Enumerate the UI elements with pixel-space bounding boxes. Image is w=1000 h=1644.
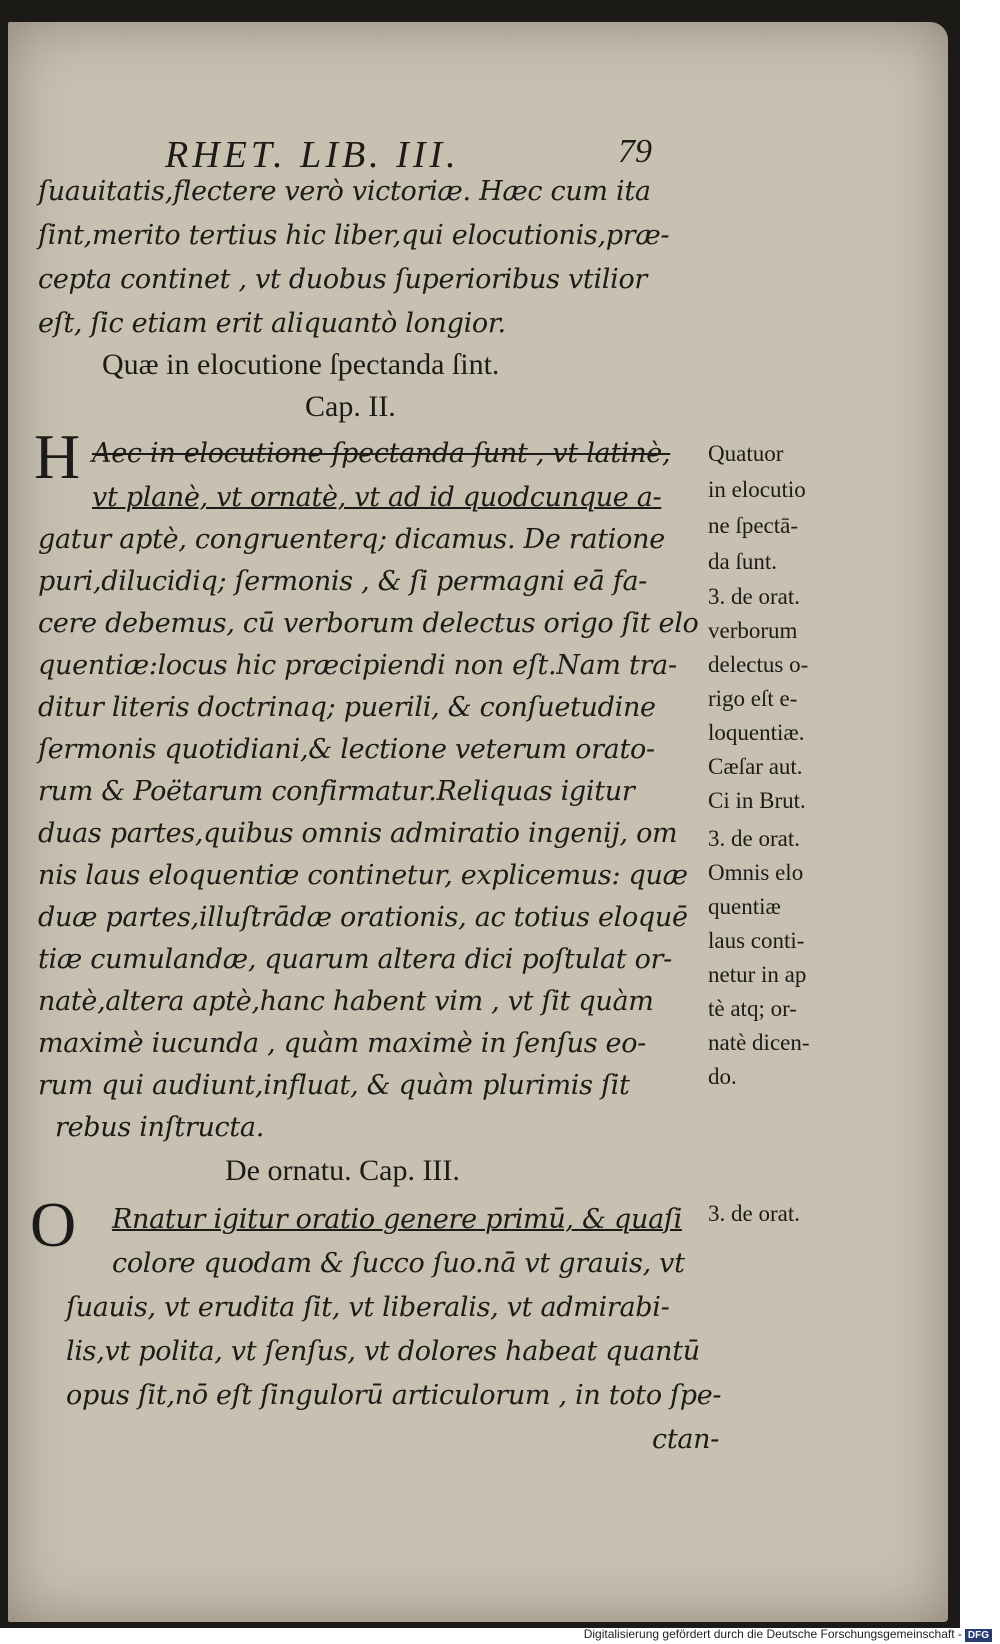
body-line: eſt, ſic etiam erit aliquantò longior.	[38, 308, 506, 339]
body-line: quentiæ:locus hic præcipiendi non eſt.Nam tra-	[38, 650, 677, 681]
catchword: ctan-	[652, 1424, 720, 1455]
margin-line: loquentiæ.	[708, 720, 805, 745]
drop-capital: O	[30, 1189, 77, 1260]
body-line: ſint,merito tertius hic liber,qui elocutionis,præ-	[38, 220, 670, 251]
margin-line: netur in ap	[708, 962, 807, 987]
margin-line: laus conti-	[708, 928, 805, 953]
margin-line: Quatuor	[708, 441, 784, 466]
margin-line: do.	[708, 1064, 737, 1089]
body-line: colore quodam & ſucco ſuo.nā vt grauis, vt	[112, 1248, 685, 1279]
margin-line: verborum	[708, 618, 798, 643]
margin-line: rigo eſt e-	[708, 686, 798, 711]
body-line: nis laus eloquentiæ continetur, explicemus: quæ	[38, 860, 688, 891]
body-line: lis,vt polita, vt ſenſus, vt dolores habeat quantū	[66, 1336, 700, 1367]
body-line: ſuauis, vt erudita ſit, vt liberalis, vt admirabi-	[66, 1292, 670, 1323]
body-line: gatur aptè, congruenterq; dicamus. De ratione	[38, 524, 665, 555]
dfg-logo: DFG	[965, 1629, 992, 1642]
body-line: cepta continet , vt duobus ſuperioribus vtilior	[38, 264, 648, 295]
margin-line: 3. de orat.	[708, 584, 800, 609]
body-line: Rnatur igitur oratio genere primū, & quaſi	[112, 1204, 682, 1235]
digitization-credit	[584, 1627, 992, 1642]
margin-line: 3. de orat.	[708, 1201, 800, 1226]
margin-line: Ci in Brut.	[708, 788, 806, 813]
body-line: cere debemus, cū verborum delectus origo ſit elo	[38, 608, 699, 639]
drop-capital: H	[34, 421, 81, 492]
running-title: RHET. LIB. III.	[165, 134, 460, 176]
margin-line: Cæſar aut.	[708, 754, 803, 779]
margin-line: in elocutio	[708, 477, 806, 502]
margin-line: da ſunt.	[708, 549, 777, 574]
body-line: duas partes,quibus omnis admiratio ingenij, om	[38, 818, 678, 849]
body-line: tiæ cumulandæ, quarum altera dici poſtulat or-	[38, 944, 672, 975]
body-line: ſermonis quotidiani,& lectione veterum orato-	[38, 734, 655, 765]
marginal-note-4	[708, 1196, 800, 1232]
body-line: natè,altera aptè,hanc habent vim , vt ſit quàm	[38, 986, 654, 1017]
margin-line: Omnis elo	[708, 860, 804, 885]
body-line: Aec in elocutione ſpectanda ſunt , vt latinè,	[92, 438, 671, 469]
body-line: rum & Poëtarum confirmatur.Reliquas igitur	[38, 776, 635, 807]
page-number: 79	[618, 133, 652, 170]
margin-line: delectus o-	[708, 652, 809, 677]
section-title: Quæ in elocutione ſpectanda ſint.	[102, 348, 500, 381]
section-title: De ornatu. Cap. III.	[225, 1154, 460, 1187]
margin-line: natè dicen-	[708, 1030, 810, 1055]
marginal-note-1	[708, 436, 806, 580]
credit-text: Digitalisierung gefördert durch die Deutsche Forschungsgemeinschaft -	[583, 1627, 962, 1641]
margin-line: tè atq; or-	[708, 996, 797, 1021]
body-line: vt planè, vt ornatè, vt ad id quodcunque a-	[92, 482, 662, 513]
section-chapter: Cap. II.	[305, 390, 396, 423]
body-line: ditur literis doctrinaq; puerili, & conſuetudine	[38, 692, 656, 723]
body-line: ſuauitatis,flectere verò victoriæ. Hæc cum ita	[38, 176, 651, 207]
margin-line: ne ſpectā-	[708, 513, 799, 538]
body-line: duæ partes,illuſtrādæ orationis, ac totius eloquē	[38, 902, 688, 933]
margin-line: quentiæ	[708, 894, 781, 919]
marginal-note-3	[708, 822, 810, 1094]
body-line: rum qui audiunt,influat, & quàm plurimis ſit	[38, 1070, 630, 1101]
margin-line: 3. de orat.	[708, 826, 800, 851]
body-line: maximè iucunda , quàm maximè in ſenſus eo-	[38, 1028, 647, 1059]
body-line: opus ſit,nō eſt ſingulorū articulorum , in toto ſpe-	[66, 1380, 722, 1411]
body-line: rebus inſtructa.	[55, 1112, 265, 1143]
marginal-note-2	[708, 580, 808, 818]
body-line: puri,dilucidiq; ſermonis , & ſi permagni eā fa-	[38, 566, 648, 597]
